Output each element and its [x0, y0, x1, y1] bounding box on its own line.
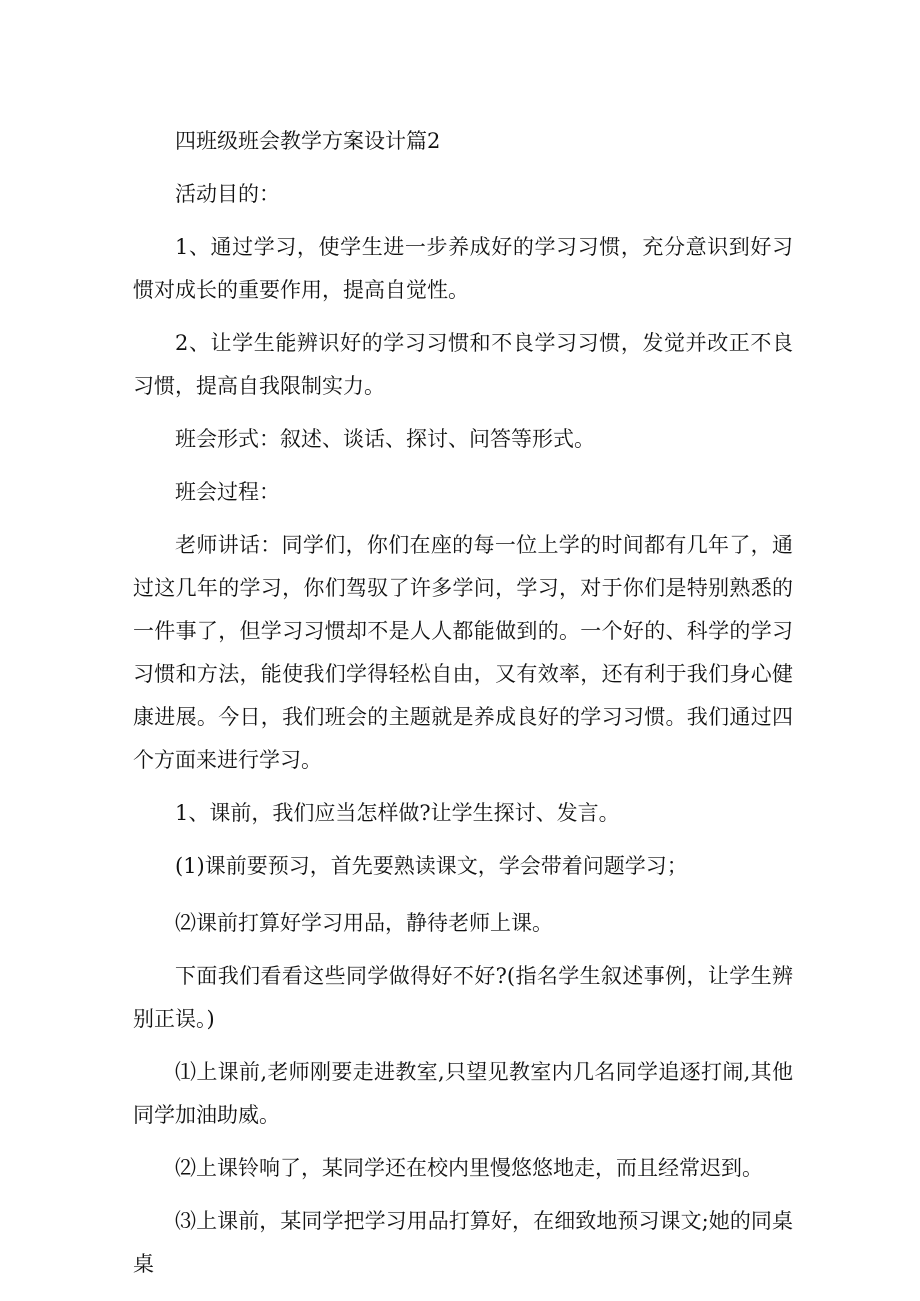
paragraph-meeting-format: 班会形式：叙述、谈话、探讨、问答等形式。: [175, 427, 595, 451]
paragraph-example-2: ⑵上课铃响了，某同学还在校内里慢悠悠地走，而且经常迟到。: [175, 1156, 763, 1180]
document-title: 四班级班会教学方案设计篇2: [175, 129, 441, 153]
paragraph-objective-2: 2、让学生能辨识好的学习习惯和不良学习习惯，发觉并改正不良习惯，提高自我限制实力。: [133, 331, 793, 398]
document-body: [133, 120, 793, 1286]
paragraph-example-3: ⑶上课前，某同学把学习用品打算好，在细致地预习课文;她的同桌桌: [133, 1209, 793, 1276]
paragraph-teacher-speech: 老师讲话：同学们，你们在座的每一位上学的时间都有几年了，通过这几年的学习，你们驾驭了许多学问，学习，对于你们是特别熟悉的一件事了，但学习习惯却不是人人都能做到的。一个好的、科学的学习习惯和方法，能使我们学得轻松自由，又有效率，还有利于我们身心健康进展。今日，我们班会的主题就是养成良好的学习习惯。我们通过四个方面来进行学习。: [133, 533, 793, 772]
paragraph-supplies-item: ⑵课前打算好学习用品，静待老师上课。: [175, 911, 553, 935]
paragraph-objective-heading: 活动目的：: [175, 182, 280, 206]
paragraph-objective-1: 1、通过学习，使学生进一步养成好的学习习惯，充分意识到好习惯对成长的重要作用，提高自觉性。: [133, 235, 793, 302]
paragraph-preview-item: (1)课前要预习，首先要熟读课文，学会带着问题学习；: [175, 854, 688, 878]
paragraph-examples-intro: 下面我们看看这些同学做得好不好?(指名学生叙述事例，让学生辨别正误。): [133, 964, 793, 1031]
paragraph-example-1: ⑴上课前,老师刚要走进教室,只望见教室内几名同学追逐打闹,其他同学加油助威。: [133, 1060, 793, 1127]
paragraph-meeting-process: 班会过程：: [175, 480, 280, 504]
paragraph-before-class: 1、课前，我们应当怎样做?让学生探讨、发言。: [175, 801, 620, 825]
